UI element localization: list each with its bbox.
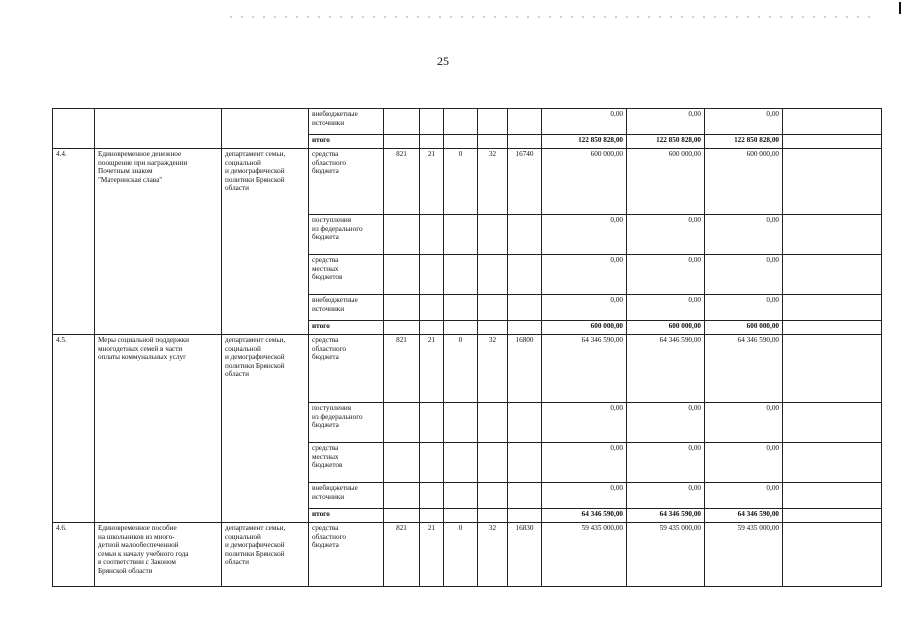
code-vr: 16800 xyxy=(508,335,542,403)
source-cell: внебюджетные источники xyxy=(309,109,384,135)
table-row xyxy=(53,149,882,215)
amount-cell: 0,00 xyxy=(705,295,783,321)
amount-cell: 600 000,00 xyxy=(705,321,783,335)
code-cell xyxy=(478,109,508,135)
source-cell: средства областного бюджета xyxy=(309,523,384,587)
amount-cell: 64 346 590,00 xyxy=(542,335,627,403)
amount-cell: 0,00 xyxy=(627,403,705,443)
source-cell: средства местных бюджетов xyxy=(309,443,384,483)
amount-cell: 64 346 590,00 xyxy=(542,509,627,523)
amount-cell: 600 000,00 xyxy=(705,149,783,215)
page-number: 25 xyxy=(437,54,449,68)
amount-cell: 0,00 xyxy=(542,443,627,483)
code-cell xyxy=(384,509,420,523)
source-cell: средства областного бюджета xyxy=(309,149,384,215)
code-cell xyxy=(420,295,444,321)
code-cell xyxy=(478,509,508,523)
code-csr: 32 xyxy=(478,335,508,403)
amount-cell: 0,00 xyxy=(627,443,705,483)
source-cell: средства местных бюджетов xyxy=(309,255,384,295)
amount-cell: 0,00 xyxy=(705,443,783,483)
code-cell xyxy=(508,483,542,509)
code-csr: 32 xyxy=(478,523,508,587)
code-cell xyxy=(478,403,508,443)
code-cell xyxy=(478,443,508,483)
item-name: Единовременное денежное поощрение при награждении Почетным знаком "Материнская слава" xyxy=(95,149,222,335)
item-name: Единовременное пособие на школьников из много- детной малообеспеченной семьи к началу учебного года в соответствии с Законом Брянской области xyxy=(95,523,222,587)
table-row xyxy=(53,335,882,403)
amount-cell: 0,00 xyxy=(542,109,627,135)
code-rz: 21 xyxy=(420,523,444,587)
amount-cell: 0,00 xyxy=(542,483,627,509)
note-cell xyxy=(783,509,882,523)
code-rz: 21 xyxy=(420,149,444,215)
code-cell xyxy=(420,443,444,483)
code-cell xyxy=(444,295,478,321)
code-pr: 0 xyxy=(444,149,478,215)
code-cell xyxy=(420,215,444,255)
amount-cell: 0,00 xyxy=(627,215,705,255)
amount-cell: 0,00 xyxy=(542,295,627,321)
item-executor: департамент семьи, социальной и демографической политики Брянской области xyxy=(222,335,309,523)
code-cell xyxy=(478,321,508,335)
code-pr: 0 xyxy=(444,335,478,403)
item-number: 4.4. xyxy=(53,149,95,335)
amount-cell: 0,00 xyxy=(627,109,705,135)
code-cell xyxy=(508,135,542,149)
code-cell xyxy=(478,295,508,321)
code-grbs: 821 xyxy=(384,335,420,403)
code-cell xyxy=(508,109,542,135)
code-cell xyxy=(444,509,478,523)
amount-cell: 0,00 xyxy=(542,255,627,295)
note-cell xyxy=(783,483,882,509)
code-cell xyxy=(508,255,542,295)
source-cell: поступления из федерального бюджета xyxy=(309,403,384,443)
amount-cell: 0,00 xyxy=(627,295,705,321)
code-cell xyxy=(478,483,508,509)
scan-noise xyxy=(230,16,870,18)
code-cell xyxy=(384,135,420,149)
executor-cell xyxy=(222,109,309,149)
code-cell xyxy=(384,321,420,335)
code-cell xyxy=(420,109,444,135)
amount-cell: 64 346 590,00 xyxy=(705,509,783,523)
amount-cell: 122 850 828,00 xyxy=(542,135,627,149)
amount-cell: 0,00 xyxy=(542,215,627,255)
source-cell: внебюджетные источники xyxy=(309,483,384,509)
amount-cell: 600 000,00 xyxy=(542,321,627,335)
code-cell xyxy=(444,483,478,509)
note-cell xyxy=(783,255,882,295)
code-cell xyxy=(384,255,420,295)
code-cell xyxy=(478,215,508,255)
note-cell xyxy=(783,135,882,149)
code-vr: 16830 xyxy=(508,523,542,587)
code-cell xyxy=(444,135,478,149)
amount-cell: 600 000,00 xyxy=(627,321,705,335)
code-cell xyxy=(444,215,478,255)
source-cell: итого xyxy=(309,135,384,149)
amount-cell: 64 346 590,00 xyxy=(627,509,705,523)
code-pr: 0 xyxy=(444,523,478,587)
code-cell xyxy=(508,509,542,523)
source-cell: средства областного бюджета xyxy=(309,335,384,403)
table-row xyxy=(53,523,882,587)
amount-cell: 64 346 590,00 xyxy=(705,335,783,403)
amount-cell: 0,00 xyxy=(627,483,705,509)
note-cell xyxy=(783,443,882,483)
amount-cell: 0,00 xyxy=(705,255,783,295)
item-number: 4.6. xyxy=(53,523,95,587)
note-cell xyxy=(783,109,882,135)
note-cell xyxy=(783,149,882,215)
amount-cell: 0,00 xyxy=(705,109,783,135)
code-cell xyxy=(508,443,542,483)
name-cell xyxy=(95,109,222,149)
table-row xyxy=(53,109,882,135)
code-vr: 16740 xyxy=(508,149,542,215)
amount-cell: 0,00 xyxy=(542,403,627,443)
amount-cell: 0,00 xyxy=(705,403,783,443)
code-cell xyxy=(420,255,444,295)
amount-cell: 122 850 828,00 xyxy=(627,135,705,149)
code-cell xyxy=(420,135,444,149)
source-cell: итого xyxy=(309,321,384,335)
amount-cell: 600 000,00 xyxy=(627,149,705,215)
note-cell xyxy=(783,335,882,403)
source-cell: поступления из федерального бюджета xyxy=(309,215,384,255)
code-cell xyxy=(444,255,478,295)
source-cell: внебюджетные источники xyxy=(309,295,384,321)
code-cell xyxy=(508,403,542,443)
amount-cell: 59 435 000,00 xyxy=(705,523,783,587)
code-rz: 21 xyxy=(420,335,444,403)
item-number: 4.5. xyxy=(53,335,95,523)
code-cell xyxy=(420,403,444,443)
code-cell xyxy=(384,215,420,255)
note-cell xyxy=(783,523,882,587)
item-name: Меры социальной поддержки многодетных семей в части оплаты коммунальных услуг xyxy=(95,335,222,523)
code-cell xyxy=(444,321,478,335)
code-cell xyxy=(444,403,478,443)
source-cell: итого xyxy=(309,509,384,523)
code-cell xyxy=(508,215,542,255)
code-cell xyxy=(384,109,420,135)
scan-edge-mark xyxy=(899,2,901,14)
code-cell xyxy=(384,443,420,483)
amount-cell: 0,00 xyxy=(705,215,783,255)
code-grbs: 821 xyxy=(384,523,420,587)
code-cell xyxy=(478,255,508,295)
code-cell xyxy=(384,403,420,443)
code-cell xyxy=(384,295,420,321)
num-cell xyxy=(53,109,95,149)
amount-cell: 0,00 xyxy=(627,255,705,295)
amount-cell: 59 435 000,00 xyxy=(627,523,705,587)
amount-cell: 64 346 590,00 xyxy=(627,335,705,403)
code-grbs: 821 xyxy=(384,149,420,215)
code-cell xyxy=(478,135,508,149)
note-cell xyxy=(783,321,882,335)
code-csr: 32 xyxy=(478,149,508,215)
item-executor: департамент семьи, социальной и демографической политики Брянской области xyxy=(222,523,309,587)
amount-cell: 600 000,00 xyxy=(542,149,627,215)
budget-table xyxy=(52,108,882,587)
code-cell xyxy=(420,509,444,523)
amount-cell: 59 435 000,00 xyxy=(542,523,627,587)
item-executor: департамент семьи, социальной и демографической политики Брянской области xyxy=(222,149,309,335)
code-cell xyxy=(444,443,478,483)
code-cell xyxy=(508,321,542,335)
code-cell xyxy=(420,321,444,335)
note-cell xyxy=(783,295,882,321)
amount-cell: 0,00 xyxy=(705,483,783,509)
code-cell xyxy=(444,109,478,135)
code-cell xyxy=(420,483,444,509)
note-cell xyxy=(783,215,882,255)
code-cell xyxy=(508,295,542,321)
code-cell xyxy=(384,483,420,509)
note-cell xyxy=(783,403,882,443)
amount-cell: 122 850 828,00 xyxy=(705,135,783,149)
